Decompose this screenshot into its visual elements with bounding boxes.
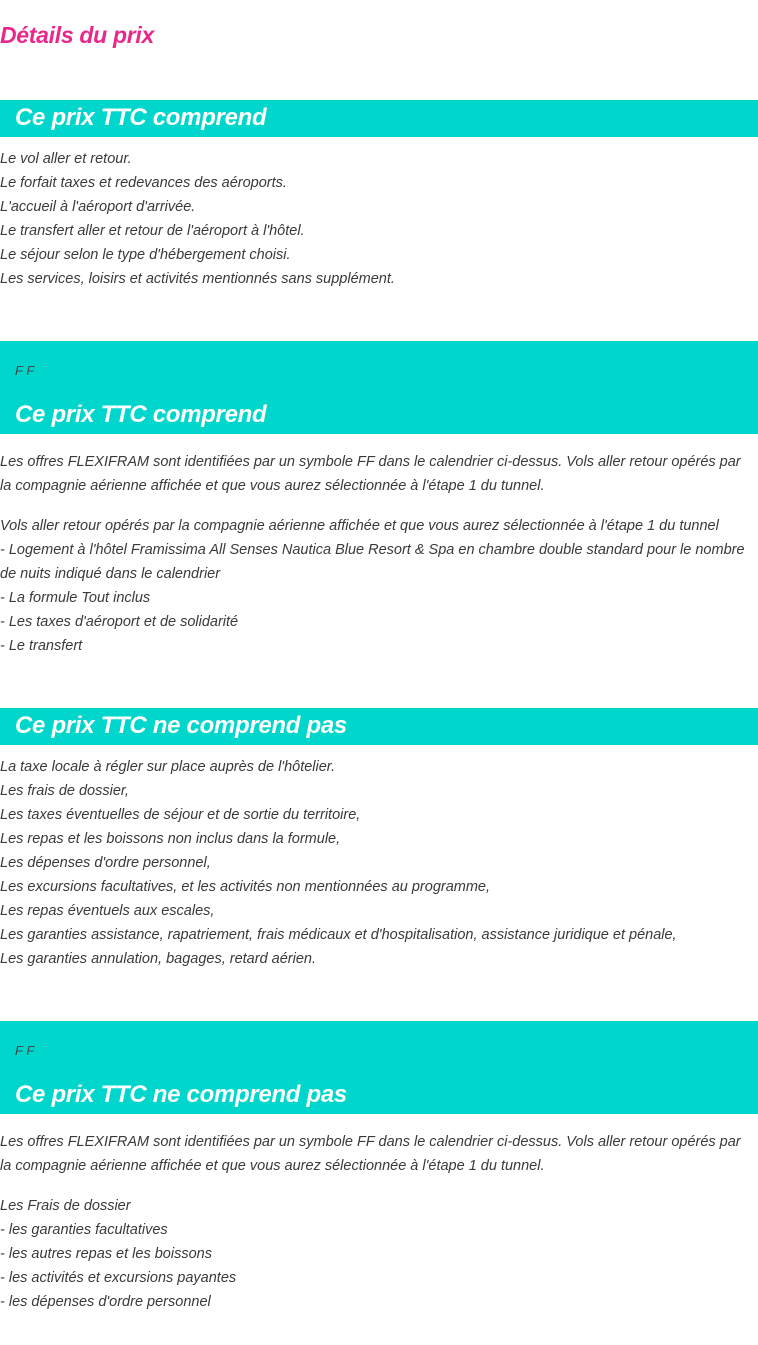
- list-item: Les frais de dossier,: [0, 783, 129, 799]
- list-item: - Le transfert: [0, 638, 83, 654]
- flexifram-includes-text: [0, 450, 750, 658]
- list-item: Les Frais de dossier: [0, 1198, 131, 1214]
- list-item: - Les taxes d'aéroport et de solidarité: [0, 614, 239, 630]
- list-item: - les garanties facultatives: [0, 1222, 168, 1238]
- intro-paragraph: Les offres FLEXIFRAM sont identifiées par un symbole FF dans le calendrier ci-dessus. Vols aller retour opérés par la compagnie aérienne affichée et que vous aurez sélectionnée à l'étape 1 du tunnel.: [0, 454, 741, 494]
- intro-paragraph: Les offres FLEXIFRAM sont identifiées par un symbole FF dans le calendrier ci-dessus. Vols aller retour opérés par la compagnie aérienne affichée et que vous aurez sélectionnée à l'étape 1 du tunnel.: [0, 1134, 741, 1174]
- section-heading: Ce prix TTC comprend: [15, 401, 267, 428]
- ff-badge: F F: [15, 363, 35, 378]
- list-item: Les garanties assistance, rapatriement, frais médicaux et d'hospitalisation, assistance juridique et pénale,: [0, 927, 677, 943]
- page-title: Détails du prix: [0, 22, 154, 48]
- section-heading: Ce prix TTC ne comprend pas: [15, 1081, 347, 1108]
- list-item: Le séjour selon le type d'hébergement choisi.: [0, 247, 291, 263]
- list-item: Les services, loisirs et activités mentionnés sans supplément.: [0, 271, 395, 287]
- list-item: Les taxes éventuelles de séjour et de sortie du territoire,: [0, 807, 361, 823]
- excludes-list: [0, 755, 750, 971]
- section-header-flexifram-includes: [0, 341, 758, 434]
- flexifram-excludes-text: [0, 1130, 750, 1314]
- list-item: Les repas éventuels aux escales,: [0, 903, 215, 919]
- list-item: - La formule Tout inclus: [0, 590, 151, 606]
- list-item: Vols aller retour opérés par la compagnie aérienne affichée et que vous aurez sélectionnée à l'étape 1 du tunnel: [0, 518, 719, 534]
- list-item: Les excursions facultatives, et les activités non mentionnées au programme,: [0, 879, 491, 895]
- list-item: - les autres repas et les boissons: [0, 1246, 212, 1262]
- list-item: - les dépenses d'ordre personnel: [0, 1294, 211, 1310]
- list-item: Les dépenses d'ordre personnel,: [0, 855, 211, 871]
- list-item: - les activités et excursions payantes: [0, 1270, 237, 1286]
- list-item: L'accueil à l'aéroport d'arrivée.: [0, 199, 196, 215]
- list-item: Le transfert aller et retour de l'aéroport à l'hôtel.: [0, 223, 305, 239]
- section-header-excludes: [0, 708, 758, 745]
- section-header-flexifram-excludes: [0, 1021, 758, 1114]
- includes-list: [0, 147, 750, 291]
- section-heading: Ce prix TTC ne comprend pas: [15, 712, 347, 739]
- list-item: La taxe locale à régler sur place auprès de l'hôtelier.: [0, 759, 336, 775]
- list-item: Les garanties annulation, bagages, retard aérien.: [0, 951, 316, 967]
- list-item: - Logement à l'hôtel Framissima All Senses Nautica Blue Resort & Spa en chambre double standard pour le nombre de nuits indiqué dans le calendrier: [0, 542, 745, 582]
- list-item: Le vol aller et retour.: [0, 151, 132, 167]
- list-item: Les repas et les boissons non inclus dans la formule,: [0, 831, 341, 847]
- section-header-includes: [0, 100, 758, 137]
- ff-badge: F F: [15, 1043, 35, 1058]
- list-item: Le forfait taxes et redevances des aéroports.: [0, 175, 287, 191]
- section-heading: Ce prix TTC comprend: [15, 104, 267, 131]
